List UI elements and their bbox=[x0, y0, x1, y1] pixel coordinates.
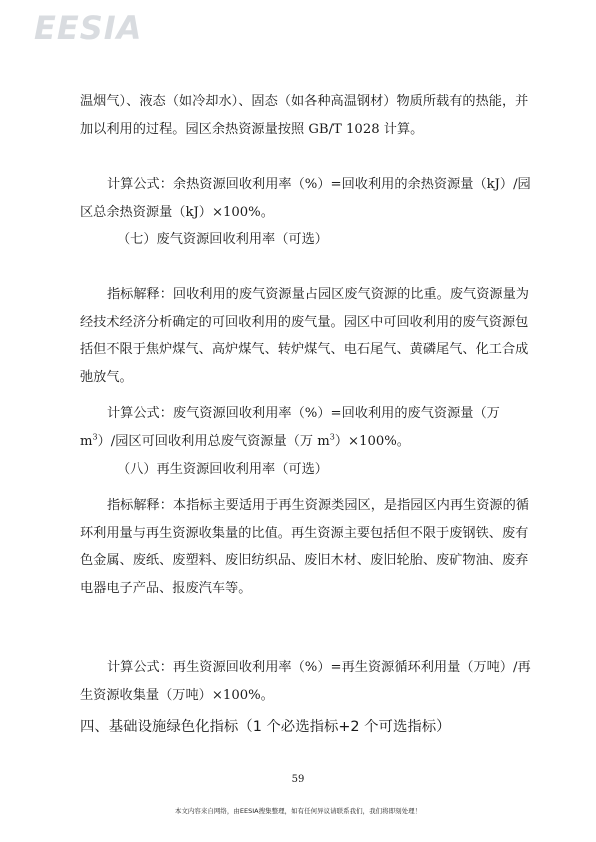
footer-disclaimer: 本文内容来自网络，由EESIA搜集整理，如有任何异议请联系我们，我们将即刻处理！ bbox=[174, 807, 422, 815]
formula-part-2: ）/园区可回收利用总废气资源量（万 m bbox=[97, 433, 330, 449]
paragraph-recycling-formula: 计算公式：再生资源回收利用率（%）=再生资源循环利用量（万吨）/再生资源收集量（万吨）×100%。 bbox=[80, 660, 531, 703]
paragraph-waste-heat-definition: 温烟气）、液态（如冷却水）、固态（如各种高温钢材）物质所载有的热能，并加以利用的过程。园区余热资源量按照 GB/T 1028 计算。 bbox=[80, 94, 529, 137]
formula-part-1: 计算公式：废气资源回收利用率（%）=回收利用的废气资源量（万 m bbox=[80, 406, 500, 449]
superscript-1: 3 bbox=[92, 432, 98, 442]
chapter-heading-infrastructure: 四、基础设施绿色化指标（1 个必选指标+2 个可选指标） bbox=[80, 719, 451, 735]
page-number: 59 bbox=[291, 774, 305, 785]
formula-part-3: ）×100%。 bbox=[334, 433, 410, 449]
eesia-logo: EESIA bbox=[34, 9, 143, 47]
paragraph-recycling-definition: 指标解释：本指标主要适用于再生资源类园区，是指园区内再生资源的循环利用量与再生资源收集量的比值。再生资源主要包括但不限于废钢铁、废有色金属、废纸、废塑料、废旧纺织品、废旧木材、废旧轮胎、废矿物油、废弃电器电子产品、报废汽车等。 bbox=[80, 498, 529, 596]
paragraph-waste-gas-formula bbox=[80, 400, 532, 455]
section-heading-7: （七）废气资源回收利用率（可选） bbox=[117, 232, 328, 247]
superscript-2: 3 bbox=[329, 432, 335, 442]
paragraph-waste-heat-formula: 计算公式：余热资源回收利用率（%）=回收利用的余热资源量（kJ）/园区总余热资源量（kJ）×100%。 bbox=[80, 177, 531, 220]
paragraph-waste-gas-definition: 指标解释：回收利用的废气资源量占园区废气资源的比重。废气资源量为经技术经济分析确定的可回收利用的废气量。园区中可回收利用的废气资源包括但不限于焦炉煤气、高炉煤气、转炉煤气、电石尾气、黄磷尾气、化工合成弛放气。 bbox=[80, 287, 529, 385]
section-heading-8: （八）再生资源回收利用率（可选） bbox=[117, 462, 328, 477]
